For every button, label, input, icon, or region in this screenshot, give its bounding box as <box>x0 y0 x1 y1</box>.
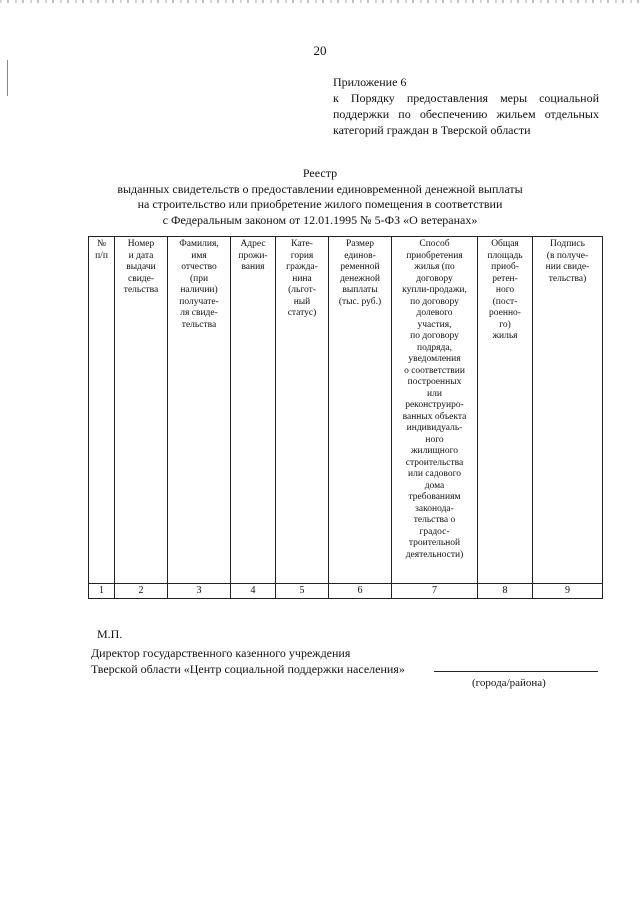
column-number: 2 <box>115 584 168 599</box>
director-line: Директор государственного казенного учреждения <box>91 646 351 660</box>
appendix-line: к Порядку предоставления меры социальной <box>333 91 599 105</box>
city-district-caption: (города/района) <box>472 677 546 689</box>
appendix-header <box>333 74 599 138</box>
page-number: 20 <box>313 43 327 58</box>
director-line: Тверской области «Центр социальной поддержки населения» <box>91 662 405 676</box>
column-number: 4 <box>231 584 276 599</box>
header-cell: Адрес прожи- вания <box>231 237 276 584</box>
column-number: 7 <box>392 584 478 599</box>
appendix-line: поддержки по обеспечению жильем отдельных <box>333 107 599 121</box>
signature-line <box>434 671 598 672</box>
appendix-line: категорий граждан в Тверской области <box>333 123 531 137</box>
column-number: 5 <box>276 584 329 599</box>
header-cell: Фамилия, имя отчество (при наличии) получате- ля свиде- тельства <box>168 237 231 584</box>
stamp-placeholder: М.П. <box>97 627 123 641</box>
title-line: с Федеральным законом от 12.01.1995 № 5-ФЗ «О ветеранах» <box>162 212 478 227</box>
column-number: 9 <box>533 584 603 599</box>
header-cell: Кате- гория гражда- нина (льгот- ный статус) <box>276 237 329 584</box>
table-header-row <box>89 237 603 584</box>
header-cell: Номер и дата выдачи свиде- тельства <box>115 237 168 584</box>
appendix-line: Приложение 6 <box>333 75 407 89</box>
title-line: Реестр <box>302 166 338 180</box>
column-number: 8 <box>478 584 533 599</box>
registry-table <box>88 236 603 599</box>
column-number: 1 <box>89 584 115 599</box>
scan-margin-mark <box>7 60 8 96</box>
header-cell: Способ приобретения жилья (по договору купли-продажи, по договору долевого участия, по договору подряда, уведомления о соответствии построенных или реконструиро- ванных объекта индивидуаль- ного жилищного строительства или садового дома требованиям законода- тельства о градос- троительной деятельности) <box>392 237 478 584</box>
title-line: на строительство или приобретение жилого помещения в соответствии <box>137 197 503 211</box>
header-cell: Общая площадь приоб- ретен- ного (пост- роенно- го) жилья <box>478 237 533 584</box>
document-title <box>0 166 640 228</box>
column-number-row <box>89 584 603 599</box>
scan-edge-artifact <box>0 0 640 3</box>
director-signature-block <box>91 645 405 677</box>
title-line: выданных свидетельств о предоставлении единовременной денежной выплаты <box>117 181 523 196</box>
column-number: 3 <box>168 584 231 599</box>
header-cell: Размер единов- ременной денежной выплаты (тыс. руб.) <box>329 237 392 584</box>
header-cell: Подпись (в получе- нии свиде- тельства) <box>533 237 603 584</box>
column-number: 6 <box>329 584 392 599</box>
header-cell: № п/п <box>89 237 115 584</box>
